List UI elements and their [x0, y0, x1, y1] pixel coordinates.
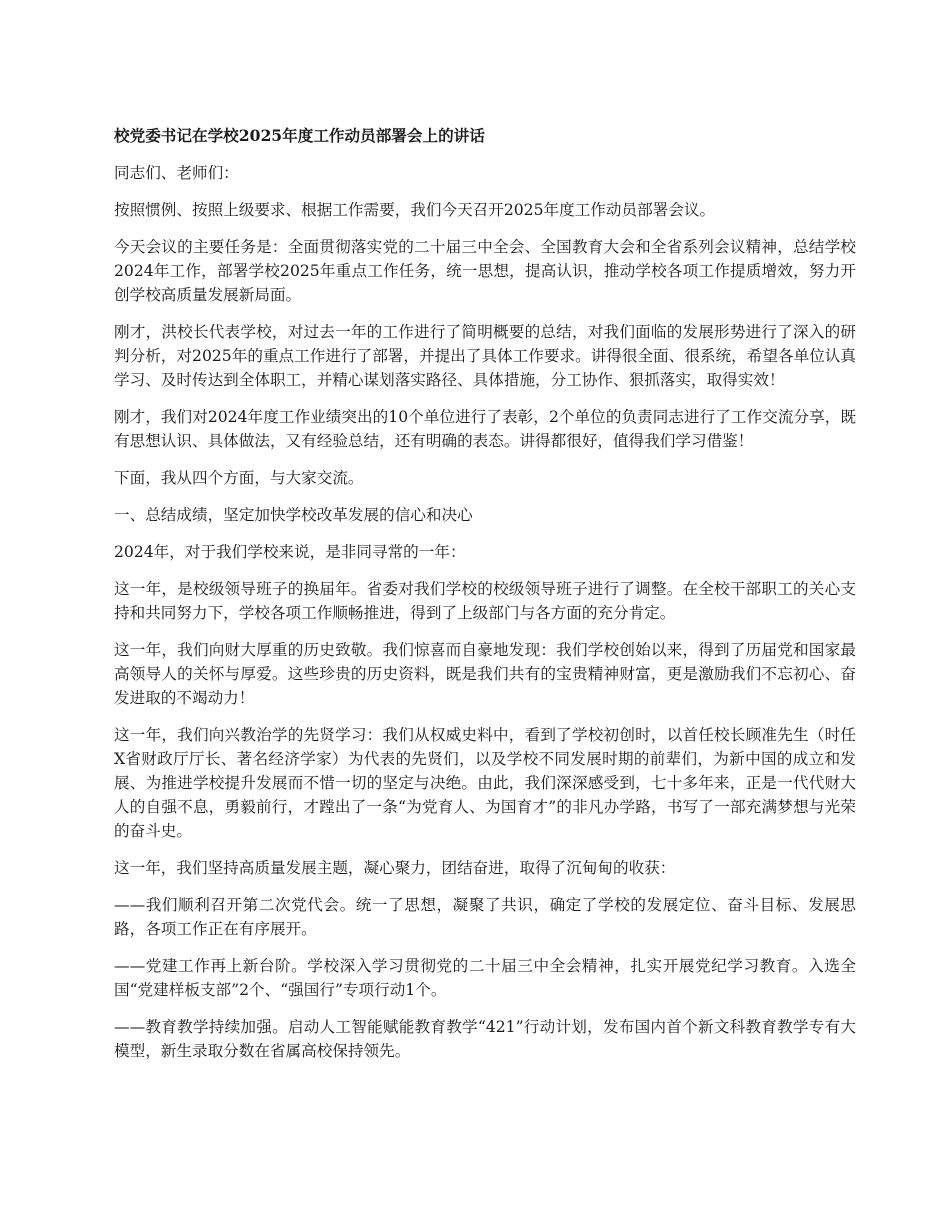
paragraph: 这一年，我们向财大厚重的历史致敬。我们惊喜而自豪地发现：我们学校创始以来，得到了历届党和国家最高领导人的关怀与厚爱。这些珍贵的历史资料，既是我们共有的宝贵精神财富，更是激励我们不忘初心、奋发进取的不竭动力！	[114, 641, 856, 707]
paragraph: 刚才，我们对2024年度工作业绩突出的10个单位进行了表彰，2个单位的负责同志进行了工作交流分享，既有思想认识、具体做法，又有经验总结，还有明确的表态。讲得都很好，值得我们学习借鉴！	[114, 408, 856, 450]
paragraph: 这一年，我们向兴教治学的先贤学习：我们从权威史料中，看到了学校初创时，以首任校长顾准先生（时任X省财政厅厅长、著名经济学家）为代表的先贤们，以及学校不同发展时期的前辈们，为新中国的成立和发展、为推进学校提升发展而不惜一切的坚定与决绝。由此，我们深深感受到，七十多年来，正是一代代财大人的自强不息，勇毅前行，才蹚出了一条“为党育人、为国育才”的非凡办学路，书写了一部充满梦想与光荣的奋斗史。	[114, 726, 856, 840]
list-item: ——我们顺利召开第二次党代会。统一了思想，凝聚了共识，确定了学校的发展定位、奋斗目标、发展思路，各项工作正在有序展开。	[114, 896, 856, 938]
paragraph: 今天会议的主要任务是：全面贯彻落实党的二十届三中全会、全国教育大会和全省系列会议精神，总结学校2024年工作，部署学校2025年重点工作任务，统一思想，提高认识，推动学校各项工作提质增效，努力开创学校高质量发展新局面。	[114, 238, 856, 304]
list-item: ——教育教学持续加强。启动人工智能赋能教育教学“421”行动计划，发布国内首个新文科教育教学专有大模型，新生录取分数在省属高校保持领先。	[114, 1018, 856, 1060]
paragraph: 这一年，是校级领导班子的换届年。省委对我们学校的校级领导班子进行了调整。在全校干部职工的关心支持和共同努力下，学校各项工作顺畅推进，得到了上级部门与各方面的充分肯定。	[114, 580, 856, 622]
section-heading: 一、总结成绩，坚定加快学校改革发展的信心和决心	[114, 506, 473, 524]
document-title: 校党委书记在学校2025年度工作动员部署会上的讲话	[114, 126, 485, 145]
paragraph: 这一年，我们坚持高质量发展主题，凝心聚力，团结奋进，取得了沉甸甸的收获：	[114, 859, 676, 877]
paragraph: 下面，我从四个方面，与大家交流。	[114, 469, 364, 487]
paragraph: 按照惯例、按照上级要求、根据工作需要，我们今天召开2025年度工作动员部署会议。	[114, 201, 716, 219]
list-item: ——党建工作再上新台阶。学校深入学习贯彻党的二十届三中全会精神，扎实开展党纪学习教育。入选全国“党建样板支部”2个、“强国行”专项行动1个。	[114, 957, 856, 999]
paragraph: 刚才，洪校长代表学校，对过去一年的工作进行了简明概要的总结，对我们面临的发展形势进行了深入的研判分析，对2025年的重点工作进行了部署，并提出了具体工作要求。讲得很全面、很系统，希望各单位认真学习、及时传达到全体职工，并精心谋划落实路径、具体措施，分工协作、狠抓落实，取得实效！	[114, 323, 856, 389]
paragraph: 2024年，对于我们学校来说，是非同寻常的一年：	[114, 543, 466, 561]
paragraph-greeting: 同志们、老师们：	[114, 164, 239, 182]
document-page	[114, 124, 856, 1076]
